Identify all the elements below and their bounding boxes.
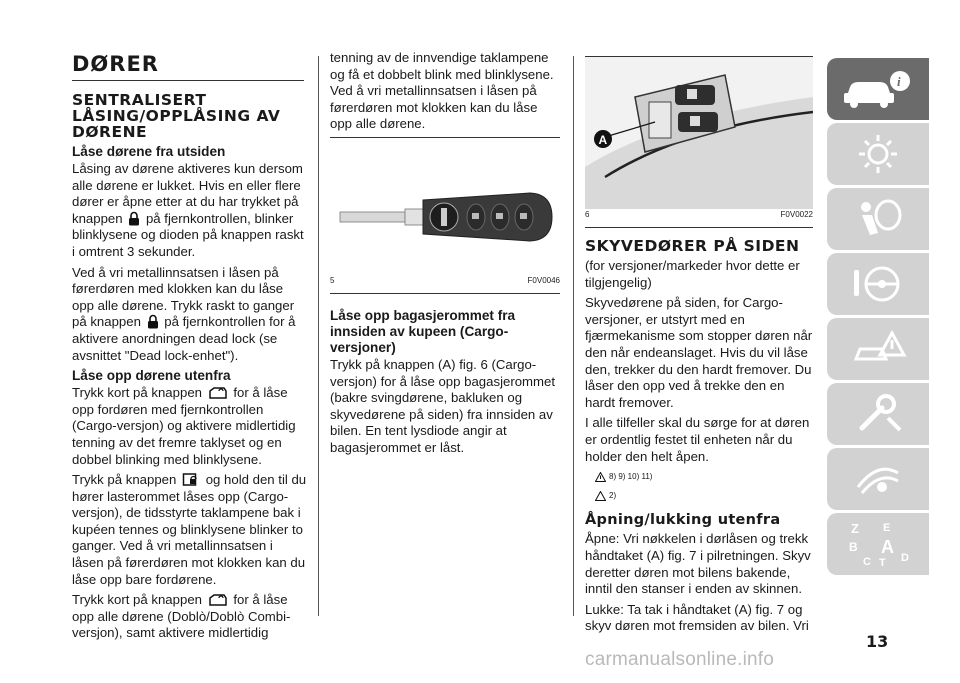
- figure-5-key: [330, 138, 560, 294]
- paragraph: Lukke: Ta tak i håndtaket (A) fig. 7 og skyv døren mot fremsiden av bilen. Vri: [585, 601, 809, 634]
- page-title: DØRER: [72, 52, 304, 81]
- lock-icon: [147, 314, 159, 329]
- dashboard-lights-icon: [848, 132, 908, 176]
- cargo-unlock-icon: [182, 472, 200, 487]
- steering-wheel-icon: [848, 262, 908, 306]
- warning-reference: 8) 9) 10) 11): [595, 469, 813, 486]
- front-door-unlock-icon: [208, 593, 228, 607]
- figure-caption: [585, 205, 813, 227]
- figure-6-door-panel: [585, 56, 813, 228]
- chapter-tabs: [827, 58, 929, 578]
- remote-key-illustration: [330, 138, 560, 278]
- airbag-icon: [848, 197, 908, 241]
- paragraph: tenning av de innvendige taklampene og få et dobbelt blink med blinklysene. Ved å vri metallinnsatsen i låsen på førerdøren mot klokken kan du låse opp alle dørene.: [330, 50, 560, 138]
- tab-dashboard-lights[interactable]: [827, 123, 929, 185]
- svg-text:T: T: [879, 557, 886, 569]
- figure-code: F0V0046: [527, 276, 560, 286]
- door-switch-illustration: [585, 57, 813, 209]
- figure-number: 6: [585, 210, 590, 220]
- alphabet-index-icon: [843, 519, 913, 569]
- figure-code: F0V0022: [780, 210, 813, 220]
- tab-emergency[interactable]: [827, 318, 929, 380]
- subheading-unlock-cargo: Låse opp bagasjerommet fra innsiden av kupeen (Cargo-versjoner): [330, 307, 516, 355]
- column-divider: [573, 56, 574, 616]
- svg-text:B: B: [849, 540, 858, 554]
- warning-car-icon: [848, 327, 908, 371]
- car-info-icon: [842, 67, 914, 111]
- column-divider: [318, 56, 319, 616]
- lock-icon: [128, 211, 140, 226]
- tab-service[interactable]: [827, 383, 929, 445]
- paragraph: Trykk kort på knappen for å låse opp alle dørene (Doblò/Doblò Combi-versjon), samt aktivere midlertidig: [72, 592, 291, 641]
- figure-caption: [330, 271, 560, 293]
- tab-driving[interactable]: [827, 253, 929, 315]
- paragraph: Trykk kort på knappen for å låse opp fordøren med fjernkontrollen (Cargo-versjon) og aktivere midlertidig tenning av det fremre taklyset og en dobbel blinking med blinklysene.: [72, 385, 296, 467]
- svg-text:A: A: [881, 537, 894, 557]
- wrench-icon: [848, 392, 908, 436]
- svg-text:C: C: [863, 556, 871, 568]
- watermark: carmanualsonline.info: [585, 649, 775, 670]
- column-2: [330, 50, 560, 461]
- paragraph: Trykk på knappen og hold den til du hører lasterommet låses opp (Cargo-versjon), de tidsstyrte taklampene bak i kupéen tennes og blinklysene blinker to ganger. Ved å vri metallinnsatsen i låsen på førerdøren mot klokken kan du låse opp bare fordørene.: [72, 472, 307, 587]
- subheading-open-close-outside: Åpning/lukking utenfra: [585, 512, 781, 529]
- svg-text:Z: Z: [851, 521, 859, 536]
- tab-multimedia[interactable]: [827, 448, 929, 510]
- paragraph: Låsing av dørene aktiveres kun dersom alle dørene er lukket. Hvis en eller flere dører er åpne etter at du har trykket på knappen på fjernkontrollen, blinker blinklysene og dioden på knappen raskt i omtrent 3 sekunder.: [72, 161, 304, 259]
- paragraph: I alle tilfeller skal du sørge for at døren er ordentlig festet til enheten når du holder den helt åpen.: [585, 415, 810, 464]
- paragraph: Trykk på knappen (A) fig. 6 (Cargo-versjon) for å låse opp bagasjerommet (bakre svingdørene, bakluken og skyvedørene på siden) fra innsiden av bilen. En tent lysdiode angir at bagasjerommet er låst.: [330, 356, 556, 455]
- section-title-central-locking: SENTRALISERT LÅSING/OPPLÅSING AV DØRENE: [72, 91, 281, 141]
- svg-text:D: D: [901, 552, 909, 564]
- page-number: 13: [866, 632, 889, 651]
- figure-label-a: A: [598, 133, 608, 147]
- subheading-lock-outside: Låse dørene fra utsiden: [72, 144, 226, 159]
- caution-icon: [595, 491, 606, 501]
- section-title-sliding-doors: SKYVEDØRER PÅ SIDEN: [585, 237, 800, 255]
- figure-number: 5: [330, 276, 335, 286]
- multimedia-icon: [848, 457, 908, 501]
- subheading-unlock-outside: Låse opp dørene utenfra: [72, 368, 231, 384]
- column-1: [72, 84, 307, 646]
- paragraph: (for versjoner/markeder hvor dette er tilgjengelig): [585, 258, 800, 290]
- tab-safety[interactable]: [827, 188, 929, 250]
- tab-index[interactable]: [827, 513, 929, 575]
- svg-text:E: E: [883, 522, 891, 534]
- column-3: [585, 56, 813, 639]
- paragraph: Skyvedørene på siden, for Cargo-versjoner, er utstyrt med en fjærmekanisme som stopper døren når den når endeanslaget. Hvis du vil låse den, trekker du den hardt fremover. Du låser den opp ved å trekke den en hardt fremover.: [585, 295, 813, 410]
- warning-triangle-icon: [595, 472, 606, 482]
- caution-reference: 2): [595, 488, 813, 505]
- svg-text:i: i: [897, 74, 901, 89]
- paragraph: Åpne: Vri nøkkelen i dørlåsen og trekk håndtaket (A) fig. 7 i pilretningen. Skyv deretter døren mot bilens bakende, inntil den stanser i enden av skinnen.: [585, 531, 811, 597]
- tab-car-info[interactable]: [827, 58, 929, 120]
- paragraph: Ved å vri metallinnsatsen i låsen på førerdøren med klokken kan du låse opp alle dørene. Trykk raskt to ganger på knappen på fjernkontrollen for å aktivere anordningen dead lock (se avsnittet "Dead lock-enhet").: [72, 264, 296, 363]
- front-door-unlock-icon: [208, 386, 228, 400]
